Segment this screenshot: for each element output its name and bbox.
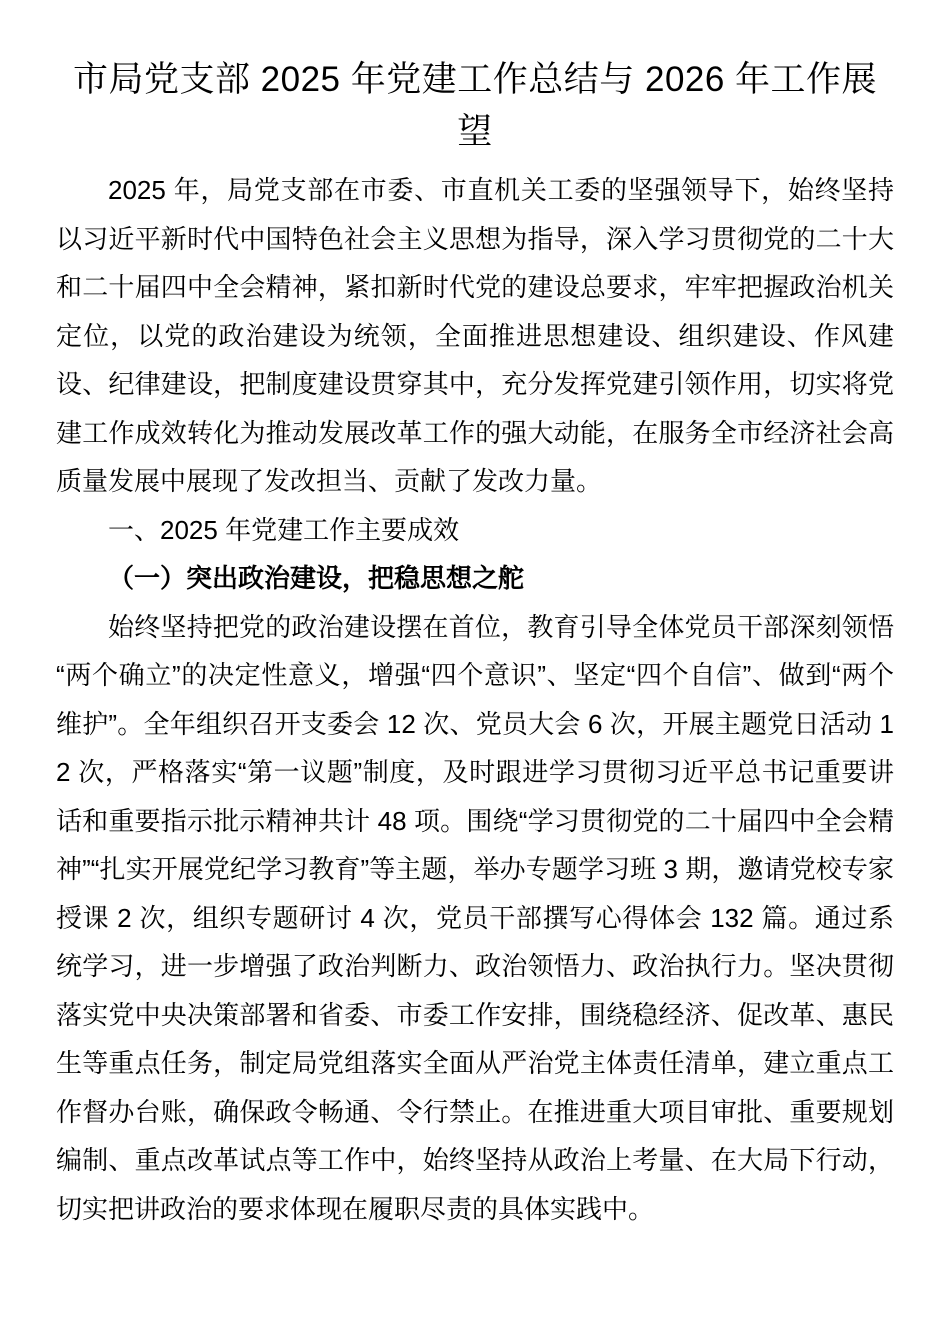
intro-paragraph: 2025 年，局党支部在市委、市直机关工委的坚强领导下，始终坚持以习近平新时代中国特色社会主义思想为指导，深入学习贯彻党的二十大和二十届四中全会精神，紧扣新时代党的建设总要求，牢牢把握政治机关定位，以党的政治建设为统领，全面推进思想建设、组织建设、作风建设、纪律建设，把制度建设贯穿其中，充分发挥党建引领作用，切实将党建工作成效转化为推动发展改革工作的强大动能，在服务全市经济社会高质量发展中展现了发改担当、贡献了发改力量。	[56, 175, 894, 496]
body-paragraph: 始终坚持把党的政治建设摆在首位，教育引导全体党员干部深刻领悟“两个确立”的决定性意义，增强“四个意识”、坚定“四个自信”、做到“两个维护”。全年组织召开支委会 12 次、党员大会 6 次，开展主题党日活动 12 次，严格落实“第一议题”制度，及时跟进学习贯彻习近平总书记重要讲话和重要指示批示精神共计 48 项。围绕“学习贯彻党的二十届四中全会精神”“扎实开展党纪学习教育”等主题，举办专题学习班 3 期，邀请党校专家授课 2 次，组织专题研讨 4 次，党员干部撰写心得体会 132 篇。通过系统学习，进一步增强了政治判断力、政治领悟力、政治执行力。坚决贯彻落实党中央决策部署和省委、市委工作安排，围绕稳经济、促改革、惠民生等重点任务，制定局党组落实全面从严治党主体责任清单，建立重点工作督办台账，确保政令畅通、令行禁止。在推进重大项目审批、重要规划编制、重点改革试点等工作中，始终坚持从政治上考量、在大局下行动，切实把讲政治的要求体现在履职尽责的具体实践中。	[56, 611, 894, 1224]
section-heading-1: 一、2025 年党建工作主要成效	[108, 514, 460, 545]
document-title: 市局党支部 2025 年党建工作总结与 2026 年工作展望	[72, 60, 878, 151]
document-body	[56, 166, 894, 1233]
subsection-heading-1-1: （一）突出政治建设，把稳思想之舵	[108, 563, 525, 593]
